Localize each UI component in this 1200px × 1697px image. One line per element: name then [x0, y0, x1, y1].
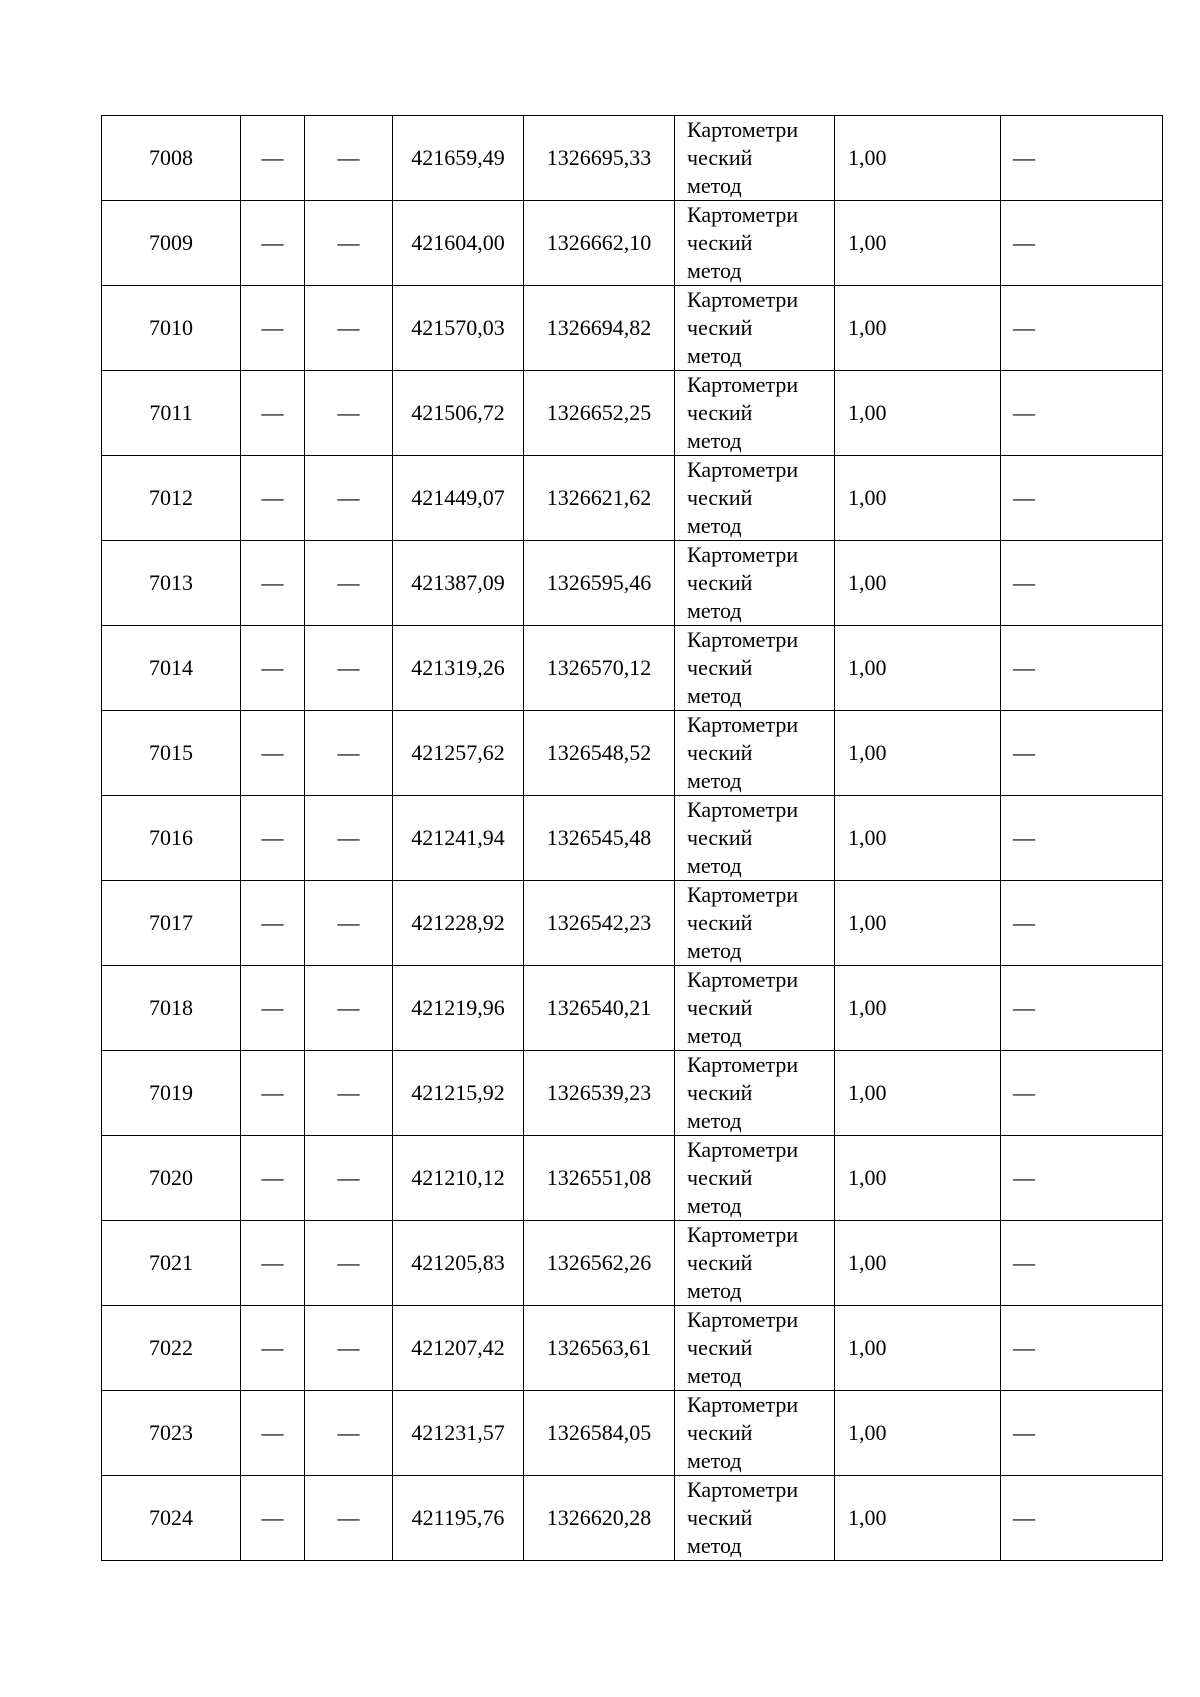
description-cell: — — [1001, 1476, 1163, 1561]
table-row — [102, 626, 1163, 711]
accuracy-cell: 1,00 — [835, 541, 1001, 626]
x-coordinate-cell: 421195,76 — [393, 1476, 524, 1561]
method-line: Картометри — [687, 457, 799, 482]
table-row — [102, 711, 1163, 796]
method-line: Картометри — [687, 1137, 799, 1162]
description-cell: — — [1001, 1306, 1163, 1391]
y-coordinate-cell: 1326695,33 — [524, 116, 675, 201]
method-line: метод — [687, 1363, 742, 1388]
method-line: Картометри — [687, 967, 799, 992]
x-coordinate-cell: 421319,26 — [393, 626, 524, 711]
method-line: ческий — [687, 825, 753, 850]
method-line: Картометри — [687, 627, 799, 652]
method-cell — [675, 711, 835, 796]
accuracy-cell: 1,00 — [835, 796, 1001, 881]
dash-cell: — — [305, 1476, 393, 1561]
dash-cell: — — [241, 201, 305, 286]
table-row — [102, 966, 1163, 1051]
accuracy-cell: 1,00 — [835, 456, 1001, 541]
table-row — [102, 286, 1163, 371]
method-line: Картометри — [687, 287, 799, 312]
method-cell — [675, 1306, 835, 1391]
point-number-cell: 7018 — [102, 966, 241, 1051]
dash-cell: — — [305, 1136, 393, 1221]
x-coordinate-cell: 421219,96 — [393, 966, 524, 1051]
description-cell: — — [1001, 796, 1163, 881]
description-cell: — — [1001, 201, 1163, 286]
table-row — [102, 456, 1163, 541]
accuracy-cell: 1,00 — [835, 286, 1001, 371]
method-line: Картометри — [687, 372, 799, 397]
table-row — [102, 1221, 1163, 1306]
description-cell: — — [1001, 1391, 1163, 1476]
table-row — [102, 1476, 1163, 1561]
point-number-cell: 7013 — [102, 541, 241, 626]
method-line: метод — [687, 938, 742, 963]
description-cell: — — [1001, 371, 1163, 456]
method-cell — [675, 1051, 835, 1136]
method-line: Картометри — [687, 1307, 799, 1332]
dash-cell: — — [241, 1306, 305, 1391]
method-cell — [675, 626, 835, 711]
method-line: ческий — [687, 1420, 753, 1445]
dash-cell: — — [305, 796, 393, 881]
point-number-cell: 7014 — [102, 626, 241, 711]
dash-cell: — — [305, 1221, 393, 1306]
method-line: Картометри — [687, 1477, 799, 1502]
method-line: ческий — [687, 485, 753, 510]
dash-cell: — — [241, 456, 305, 541]
method-line: ческий — [687, 655, 753, 680]
table-row — [102, 116, 1163, 201]
accuracy-cell: 1,00 — [835, 201, 1001, 286]
method-cell — [675, 1476, 835, 1561]
method-line: метод — [687, 258, 742, 283]
y-coordinate-cell: 1326548,52 — [524, 711, 675, 796]
dash-cell: — — [241, 1391, 305, 1476]
method-line: метод — [687, 343, 742, 368]
method-line: ческий — [687, 230, 753, 255]
x-coordinate-cell: 421205,83 — [393, 1221, 524, 1306]
description-cell: — — [1001, 456, 1163, 541]
dash-cell: — — [241, 711, 305, 796]
x-coordinate-cell: 421570,03 — [393, 286, 524, 371]
method-cell — [675, 286, 835, 371]
dash-cell: — — [305, 371, 393, 456]
point-number-cell: 7020 — [102, 1136, 241, 1221]
method-line: Картометри — [687, 1222, 799, 1247]
point-number-cell: 7019 — [102, 1051, 241, 1136]
dash-cell: — — [241, 371, 305, 456]
method-cell — [675, 796, 835, 881]
method-line: ческий — [687, 995, 753, 1020]
method-line: метод — [687, 1193, 742, 1218]
method-line: Картометри — [687, 882, 799, 907]
table-row — [102, 881, 1163, 966]
x-coordinate-cell: 421207,42 — [393, 1306, 524, 1391]
accuracy-cell: 1,00 — [835, 1136, 1001, 1221]
dash-cell: — — [241, 1136, 305, 1221]
accuracy-cell: 1,00 — [835, 881, 1001, 966]
method-line: Картометри — [687, 542, 799, 567]
coordinates-table — [101, 115, 1163, 1561]
y-coordinate-cell: 1326542,23 — [524, 881, 675, 966]
method-line: метод — [687, 853, 742, 878]
method-cell — [675, 966, 835, 1051]
y-coordinate-cell: 1326662,10 — [524, 201, 675, 286]
method-line: метод — [687, 768, 742, 793]
point-number-cell: 7009 — [102, 201, 241, 286]
accuracy-cell: 1,00 — [835, 1306, 1001, 1391]
dash-cell: — — [305, 456, 393, 541]
point-number-cell: 7008 — [102, 116, 241, 201]
dash-cell: — — [241, 1476, 305, 1561]
point-number-cell: 7010 — [102, 286, 241, 371]
dash-cell: — — [305, 1051, 393, 1136]
y-coordinate-cell: 1326540,21 — [524, 966, 675, 1051]
y-coordinate-cell: 1326584,05 — [524, 1391, 675, 1476]
y-coordinate-cell: 1326570,12 — [524, 626, 675, 711]
x-coordinate-cell: 421659,49 — [393, 116, 524, 201]
y-coordinate-cell: 1326620,28 — [524, 1476, 675, 1561]
description-cell: — — [1001, 286, 1163, 371]
y-coordinate-cell: 1326539,23 — [524, 1051, 675, 1136]
y-coordinate-cell: 1326621,62 — [524, 456, 675, 541]
table-row — [102, 1051, 1163, 1136]
x-coordinate-cell: 421210,12 — [393, 1136, 524, 1221]
description-cell: — — [1001, 116, 1163, 201]
dash-cell: — — [305, 201, 393, 286]
method-cell — [675, 116, 835, 201]
method-line: Картометри — [687, 1392, 799, 1417]
x-coordinate-cell: 421387,09 — [393, 541, 524, 626]
point-number-cell: 7011 — [102, 371, 241, 456]
method-line: метод — [687, 173, 742, 198]
method-line: метод — [687, 1448, 742, 1473]
dash-cell: — — [305, 881, 393, 966]
method-cell — [675, 371, 835, 456]
point-number-cell: 7017 — [102, 881, 241, 966]
dash-cell: — — [241, 116, 305, 201]
x-coordinate-cell: 421241,94 — [393, 796, 524, 881]
y-coordinate-cell: 1326595,46 — [524, 541, 675, 626]
method-line: метод — [687, 683, 742, 708]
dash-cell: — — [241, 1221, 305, 1306]
description-cell: — — [1001, 966, 1163, 1051]
method-line: Картометри — [687, 202, 799, 227]
dash-cell: — — [305, 116, 393, 201]
dash-cell: — — [305, 286, 393, 371]
dash-cell: — — [241, 626, 305, 711]
method-line: ческий — [687, 1335, 753, 1360]
dash-cell: — — [241, 881, 305, 966]
method-line: метод — [687, 1108, 742, 1133]
description-cell: — — [1001, 1136, 1163, 1221]
method-line: ческий — [687, 910, 753, 935]
accuracy-cell: 1,00 — [835, 966, 1001, 1051]
accuracy-cell: 1,00 — [835, 1476, 1001, 1561]
y-coordinate-cell: 1326563,61 — [524, 1306, 675, 1391]
dash-cell: — — [305, 966, 393, 1051]
method-line: ческий — [687, 570, 753, 595]
method-line: метод — [687, 1533, 742, 1558]
method-line: ческий — [687, 1505, 753, 1530]
method-line: метод — [687, 428, 742, 453]
method-line: ческий — [687, 400, 753, 425]
point-number-cell: 7021 — [102, 1221, 241, 1306]
point-number-cell: 7016 — [102, 796, 241, 881]
method-line: ческий — [687, 1080, 753, 1105]
description-cell: — — [1001, 711, 1163, 796]
x-coordinate-cell: 421257,62 — [393, 711, 524, 796]
point-number-cell: 7023 — [102, 1391, 241, 1476]
point-number-cell: 7012 — [102, 456, 241, 541]
method-line: Картометри — [687, 797, 799, 822]
accuracy-cell: 1,00 — [835, 626, 1001, 711]
method-line: ческий — [687, 1250, 753, 1275]
point-number-cell: 7024 — [102, 1476, 241, 1561]
description-cell: — — [1001, 1221, 1163, 1306]
x-coordinate-cell: 421449,07 — [393, 456, 524, 541]
accuracy-cell: 1,00 — [835, 1221, 1001, 1306]
dash-cell: — — [241, 796, 305, 881]
x-coordinate-cell: 421215,92 — [393, 1051, 524, 1136]
description-cell: — — [1001, 1051, 1163, 1136]
method-line: Картометри — [687, 1052, 799, 1077]
table-row — [102, 1136, 1163, 1221]
x-coordinate-cell: 421506,72 — [393, 371, 524, 456]
y-coordinate-cell: 1326694,82 — [524, 286, 675, 371]
method-line: метод — [687, 1023, 742, 1048]
table-row — [102, 796, 1163, 881]
method-cell — [675, 456, 835, 541]
dash-cell: — — [305, 1391, 393, 1476]
description-cell: — — [1001, 626, 1163, 711]
method-line: Картометри — [687, 712, 799, 737]
table-row — [102, 201, 1163, 286]
table-row — [102, 371, 1163, 456]
table-row — [102, 541, 1163, 626]
x-coordinate-cell: 421604,00 — [393, 201, 524, 286]
method-line: метод — [687, 513, 742, 538]
x-coordinate-cell: 421231,57 — [393, 1391, 524, 1476]
dash-cell: — — [305, 711, 393, 796]
dash-cell: — — [305, 1306, 393, 1391]
method-cell — [675, 881, 835, 966]
accuracy-cell: 1,00 — [835, 371, 1001, 456]
table-row — [102, 1391, 1163, 1476]
dash-cell: — — [305, 541, 393, 626]
method-cell — [675, 1221, 835, 1306]
table-body — [102, 116, 1163, 1561]
y-coordinate-cell: 1326652,25 — [524, 371, 675, 456]
dash-cell: — — [241, 286, 305, 371]
x-coordinate-cell: 421228,92 — [393, 881, 524, 966]
method-line: метод — [687, 1278, 742, 1303]
method-cell — [675, 1391, 835, 1476]
table-row — [102, 1306, 1163, 1391]
dash-cell: — — [305, 626, 393, 711]
method-cell — [675, 541, 835, 626]
description-cell: — — [1001, 541, 1163, 626]
method-line: ческий — [687, 315, 753, 340]
y-coordinate-cell: 1326551,08 — [524, 1136, 675, 1221]
point-number-cell: 7022 — [102, 1306, 241, 1391]
accuracy-cell: 1,00 — [835, 1391, 1001, 1476]
dash-cell: — — [241, 966, 305, 1051]
method-line: Картометри — [687, 117, 799, 142]
accuracy-cell: 1,00 — [835, 1051, 1001, 1136]
method-line: ческий — [687, 740, 753, 765]
method-line: ческий — [687, 1165, 753, 1190]
dash-cell: — — [241, 1051, 305, 1136]
method-line: ческий — [687, 145, 753, 170]
method-line: метод — [687, 598, 742, 623]
description-cell: — — [1001, 881, 1163, 966]
accuracy-cell: 1,00 — [835, 711, 1001, 796]
y-coordinate-cell: 1326562,26 — [524, 1221, 675, 1306]
dash-cell: — — [241, 541, 305, 626]
method-cell — [675, 1136, 835, 1221]
y-coordinate-cell: 1326545,48 — [524, 796, 675, 881]
method-cell — [675, 201, 835, 286]
point-number-cell: 7015 — [102, 711, 241, 796]
accuracy-cell: 1,00 — [835, 116, 1001, 201]
